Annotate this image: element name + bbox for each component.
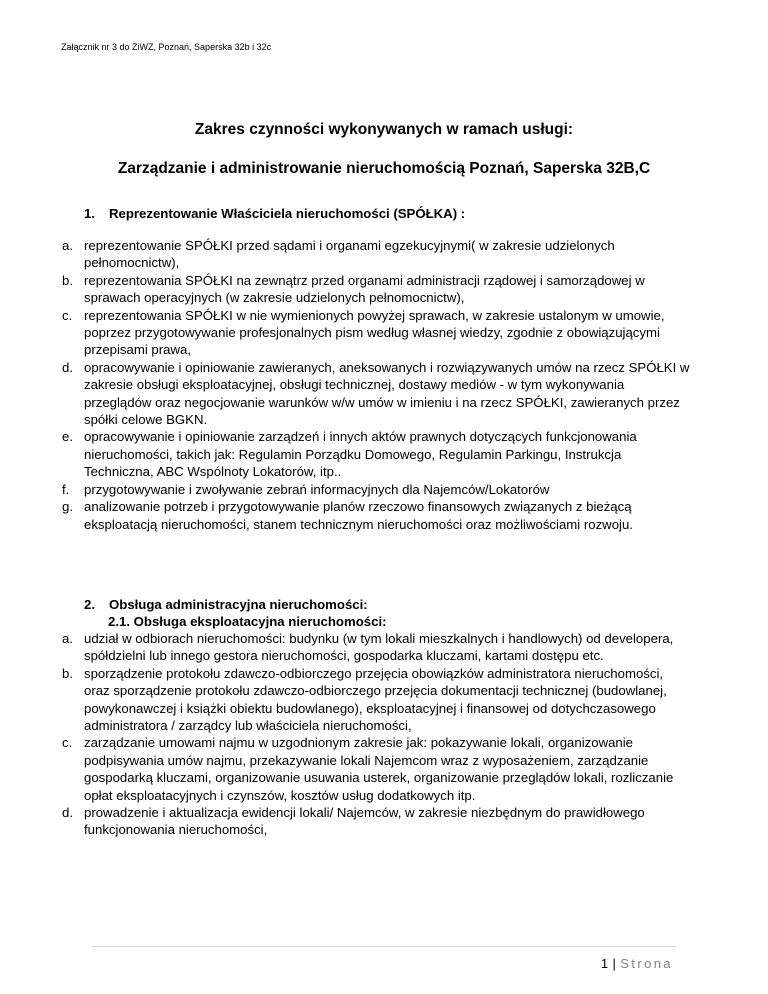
footer-divider — [92, 946, 676, 947]
section-2-list — [62, 630, 692, 839]
section-1-number: 1. — [84, 206, 95, 221]
document-subtitle: Zarządzanie i administrowanie nieruchomością Poznań, Saperska 32B,C — [117, 160, 651, 177]
list-marker: a. — [62, 631, 73, 646]
section-1-title: Reprezentowanie Właściciela nieruchomości (SPÓŁKA) : — [109, 206, 466, 221]
list-item-text: analizowanie potrzeb i przygotowywanie planów rzeczowo finansowych związanych z bieżącą eksploatacją nieruchomości, stanem technicznym nieruchomości oraz możliwościami rozwoju. — [84, 499, 633, 532]
list-marker: d. — [62, 805, 73, 821]
list-item-text: przygotowywanie i zwoływanie zebrań informacyjnych dla Najemców/Lokatorów — [84, 481, 550, 497]
list-item-text: prowadzenie i aktualizacja ewidencji lokali/ Najemców, w zakresie niezbędnym do prawidłowego funkcjonowania nieruchomości, — [84, 805, 645, 838]
list-item-text: opracowywanie i opiniowanie zarządzeń i innych aktów prawnych dotyczących funkcjonowania nieruchomości, takich jak: Regulamin Porządku Domowego, Regulamin Parkingu, Instrukcja Techniczna, ABC Wspólnoty Lokatorów, itp.. — [84, 429, 637, 480]
list-item-text: udział w odbiorach nieruchomości: budynku (w tym lokali mieszkalnych i handlowych) od developera, spółdzielni lub innego gestora nieruchomości, gospodarka kluczami, kartami dostępu etc. — [84, 631, 674, 664]
list-item — [62, 481, 692, 498]
section-1-heading — [84, 205, 688, 222]
list-item — [62, 665, 692, 735]
list-marker: a. — [62, 238, 73, 253]
list-item-text: reprezentowania SPÓŁKI na zewnątrz przed organami administracji rządowej i samorządowej w sprawach operacyjnych (w zakresie udzielonych pełnomocnictw), — [84, 272, 645, 306]
subsection-2-1-heading: 2.1. Obsługa eksploatacyjna nieruchomości: — [108, 614, 387, 629]
document-title: Zakres czynności wykonywanych w ramach usługi: — [194, 121, 574, 138]
list-item-text: reprezentowania SPÓŁKI w nie wymienionych powyżej sprawach, w zakresie ustalonym w umowie, poprzez przygotowywanie profesjonalnych pism według własnej wiedzy, zgodnie z obowiązującymi przepisami prawa, — [84, 307, 665, 358]
list-item — [62, 359, 692, 429]
list-item — [62, 272, 692, 307]
list-item-text: zarządzanie umowami najmu w uzgodnionym zakresie jak: pokazywanie lokali, organizowanie podpisywania umów najmu, przekazywanie lokali Najemcom wraz z wyposażeniem, zarządzanie gospodarką kluczami, organizowanie usuwania usterek, organizowanie przeglądów lokali, rozliczanie opłat eksploatacyjnych i czynszów, kosztów usług dodatkowych itp. — [84, 735, 674, 803]
running-header: Załącznik nr 3 do ZiWZ, Poznań, Saperska 32b i 32c — [61, 42, 272, 52]
list-marker: b. — [62, 665, 73, 681]
list-item — [62, 630, 692, 665]
page-label: Strona — [620, 956, 673, 971]
footer-separator: | — [612, 956, 619, 971]
list-marker: e. — [62, 429, 73, 445]
list-item — [62, 307, 692, 359]
section-2-title: Obsługa administracyjna nieruchomości: — [109, 597, 368, 612]
page-footer — [601, 956, 673, 971]
section-1-list — [62, 237, 692, 533]
list-marker: c. — [62, 735, 73, 751]
list-item — [62, 498, 692, 533]
list-item — [62, 428, 692, 480]
page-number: 1 — [600, 956, 611, 971]
list-item — [62, 734, 692, 804]
list-marker: g. — [62, 499, 73, 515]
section-2-number: 2. — [84, 597, 95, 612]
list-item-text: reprezentowanie SPÓŁKI przed sądami i organami egzekucyjnymi( w zakresie udzielonych pełnomocnictw), — [84, 238, 615, 271]
list-item-text: sporządzenie protokołu zdawczo-odbiorczego przejęcia obowiązków administratora nieruchomości, oraz sporządzenie protokołu zdawczo-odbiorczego przejęcia dokumentacji technicznej (budowlanej, powykonawczej i książki obiektu budowlanego), eksploatacyjnej i finansowej od dotychczasowego administratora / zarządcy lub właściciela nieruchomości, — [84, 665, 667, 734]
list-marker: f. — [62, 481, 70, 497]
list-marker: c. — [62, 307, 73, 323]
list-marker: d. — [62, 359, 73, 375]
list-item-text: opracowywanie i opiniowanie zawieranych, aneksowanych i rozwiązywanych umów na rzecz SPÓŁKI w zakresie obsługi eksploatacyjnej, obsługi technicznej, dostawy mediów - w tym wykonywania przeglądów oraz negocjowanie warunków w/w umów w imieniu i na rzecz SPÓŁKI, zawieranych przez spółki celowe BGKN. — [84, 359, 690, 428]
list-item — [62, 237, 692, 272]
section-2-heading — [84, 596, 688, 613]
list-marker: b. — [62, 272, 73, 288]
list-item — [62, 804, 692, 839]
